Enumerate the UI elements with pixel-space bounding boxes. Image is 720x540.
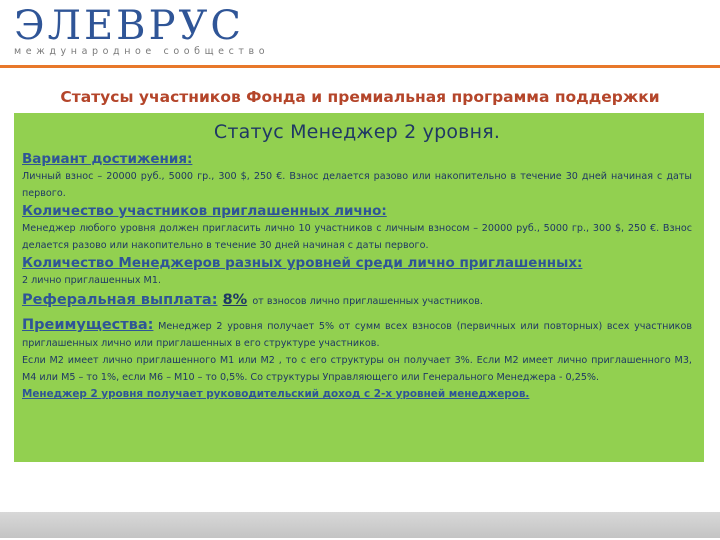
referral-percent: 8% — [222, 292, 248, 308]
header-divider — [0, 65, 720, 68]
logo-wordmark: ЭЛЕВРУС — [14, 3, 245, 49]
referral-heading: Реферальная выплата: — [22, 292, 218, 308]
logo-subtitle: международное сообщество — [14, 46, 270, 57]
content-panel — [14, 113, 704, 462]
managers-text: 2 лично приглашенных М1. — [22, 275, 161, 286]
bottom-line: Менеджер 2 уровня получает руководительский доход с 2-х уровней менеджеров. — [22, 388, 530, 400]
advantages-text-2: Если М2 имеет лично приглашенного М1 или М2 , то с его структуры он получает 3%. Если М2 имеет лично приглашенного М3, М4 или М5 – то 1%, если М6 – М10 – то 0,5%. Со структуры Управляющего или Генерального Менеджера - 0,25%. — [22, 355, 692, 383]
managers-heading: Количество Менеджеров разных уровней среди лично приглашенных: — [22, 255, 583, 271]
footer-bar — [0, 512, 720, 538]
invited-text: Менеджер любого уровня должен пригласить лично 10 участников с личным взносом – 20000 руб., 5000 гр., 300 $, 250 €. Взнос делается разово или накопительно в течение 30 дней начиная с даты первого. — [22, 223, 692, 251]
invited-heading: Количество участников приглашенных лично: — [22, 203, 387, 219]
variant-text: Личный взнос – 20000 руб., 5000 гр., 300 $, 250 €. Взнос делается разово или накопительно в течение 30 дней начиная с даты первого. — [22, 171, 692, 199]
variant-heading: Вариант достижения: — [22, 151, 193, 167]
referral-text: от взносов лично приглашенных участников. — [252, 296, 483, 307]
advantages-block — [22, 316, 692, 352]
logo — [14, 3, 270, 60]
advantages-text-1: Менеджер 2 уровня получает 5% от сумм всех взносов (первичных или повторных) всех участников приглашенных лично или приглашенных в его структуре участников. — [22, 321, 692, 349]
referral-row — [22, 289, 692, 312]
panel-title: Статус Менеджер 2 уровня. — [213, 121, 501, 143]
slide-title: Статусы участников Фонда и премиальная программа поддержки — [60, 88, 660, 106]
advantages-heading: Преимущества: — [22, 317, 154, 333]
